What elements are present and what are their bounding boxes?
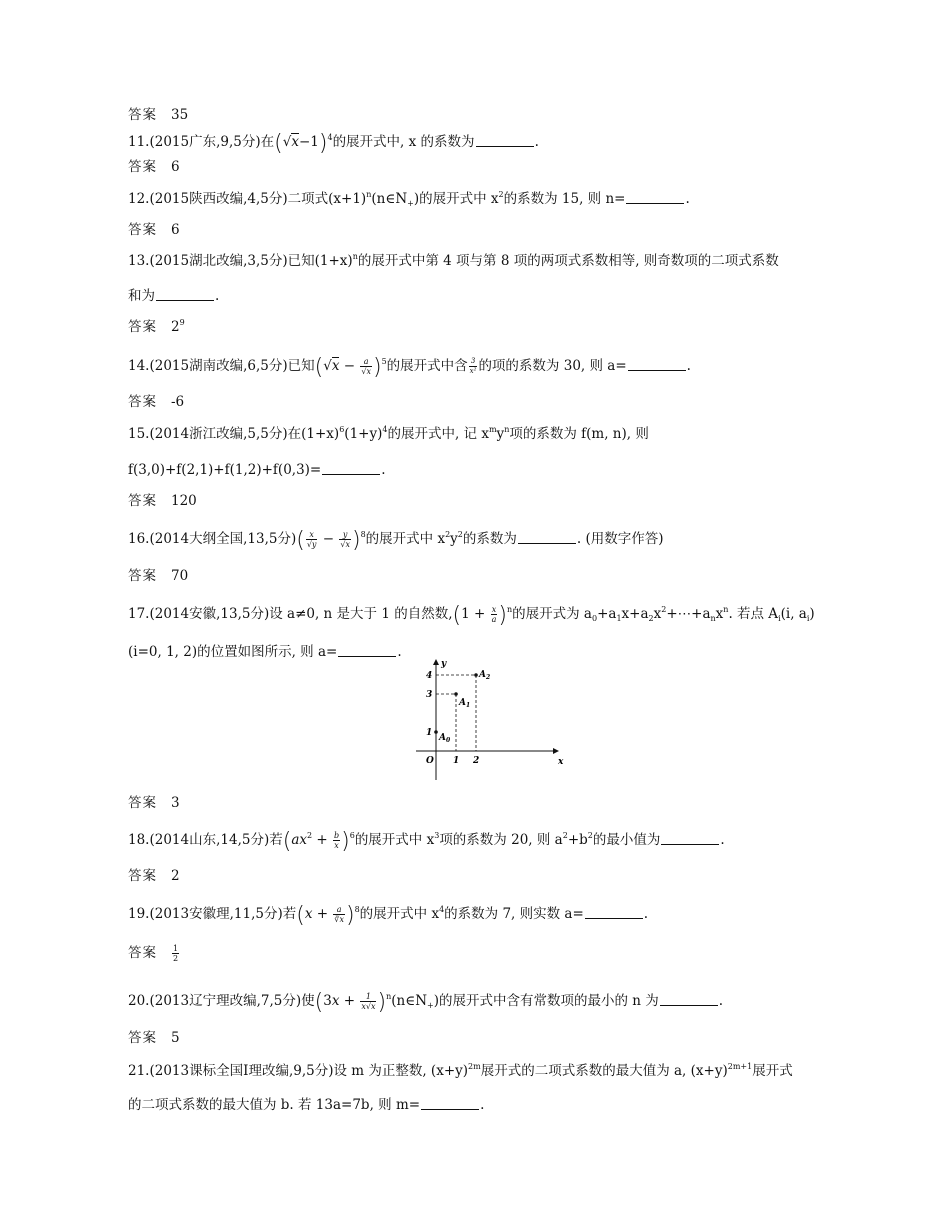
answer-line: 答案 120 (128, 493, 197, 509)
answer-blank[interactable] (626, 191, 684, 204)
question-19: 19.(2013安徽理,11,5分)若(x + $\frac{a}{∛x}$ )$^8$的展开式中 $x^4$的系数为 7, 则实数 a= . (128, 903, 649, 928)
answer-blank[interactable] (660, 993, 718, 1006)
answer-blank[interactable] (628, 358, 686, 371)
origin-label: O (426, 756, 434, 766)
answer-blank[interactable] (322, 462, 380, 475)
y-tick-label: 1 (426, 728, 433, 738)
question-17-cont: (i=0, 1, 2)的位置如图所示, 则 a= . (128, 644, 402, 660)
x-axis-label: x (558, 757, 564, 767)
question-16: 16.(2014大纲全国,13,5分)( $\frac{x}{√y}$ − $\frac{y}{√x}$ )$^8$的展开式中 $x^2y^2$的系数为 . (用数字作答) (128, 528, 664, 553)
coordinate-graph (408, 656, 568, 786)
answer-blank[interactable] (585, 906, 643, 919)
answer-label: 答案 (128, 107, 157, 123)
answer-line: 答案 2 (128, 868, 180, 884)
point-label: $A_0$ (439, 733, 451, 744)
question-15-cont: f(3,0)+f(2,1)+f(1,2)+f(0,3)= . (128, 462, 386, 478)
answer-blank[interactable] (476, 134, 534, 147)
answer-line: 答案 5 (128, 1030, 180, 1046)
question-18: 18.(2014山东,14,5分)若($ax^2$ + $\frac{b}{x}$ )$^6$的展开式中 $x^3$项的系数为 20, 则 $a^2+b^2$的最小值为 . (128, 829, 725, 854)
answer-line: 答案 70 (128, 568, 189, 584)
question-14: 14.(2015湖南改编,6,5分)已知(√x − $\frac{a}{√x}$ )$^5$的展开式中含 $\frac{3}{\text{x²}}$ 的项的系数为 30, 则 a= . (128, 355, 691, 380)
answer-blank[interactable] (518, 531, 576, 544)
answer-blank[interactable] (421, 1097, 479, 1110)
x-tick-label: 1 (453, 756, 460, 766)
answer-blank[interactable] (661, 832, 719, 845)
question-21-cont: 的二项式系数的最大值为 b. 若 13a=7b, 则 m= . (128, 1097, 485, 1113)
answer-line: 答案 6 (128, 159, 180, 175)
answer-line: 答案 6 (128, 222, 180, 238)
x-tick-label: 2 (473, 756, 480, 766)
y-tick-label: 3 (426, 690, 433, 700)
point-label: $A_1$ (459, 698, 471, 709)
y-tick-label: 4 (426, 671, 433, 681)
question-17: 17.(2014安徽,13,5分)设 a≠0, n 是大于 1 的自然数,(1 + $\frac{x}{a}$ )$^n$的展开式为 $a_0+a_1x+a_2x^2+\cdots+a_nx^n$. 若点 $A_i(i$, $a_i$) (128, 603, 815, 628)
data-point (454, 692, 458, 696)
answer-blank[interactable] (156, 288, 214, 301)
answer-line: 答案 $\frac{1}{2}$ (128, 944, 179, 963)
question-13-cont: 和为 . (128, 288, 220, 304)
question-11: 11.(2015广东,9,5分)在$(√x-1)^4$的展开式中, x 的系数为 . (128, 131, 539, 156)
data-point (474, 673, 478, 677)
answer-line (128, 106, 188, 124)
answer-line: 答案 -6 (128, 394, 185, 410)
point-label: $A_2$ (479, 670, 491, 681)
y-axis-label: y (441, 659, 447, 669)
question-21: 21.(2013课标全国Ⅰ理改编,9,5分)设 m 为正整数, $(x+y)^{2m}$展开式的二项式系数的最大值为 a, $(x+y)^{2m+1}$展开式 (128, 1062, 793, 1079)
question-13: 13.(2015湖北改编,3,5分)已知$(1+x)^n$的展开式中第 4 项与第 8 项的两项式系数相等, 则奇数项的二项式系数 (128, 252, 779, 269)
question-15: 15.(2014浙江改编,5,5分)在$(1+x)^6(1+y)^4$的展开式中, 记 $x^my^n$项的系数为 f(m, n), 则 (128, 425, 649, 442)
answer-blank[interactable] (338, 644, 396, 657)
answer-line: 答案 $2^9$ (128, 318, 185, 335)
question-20: 20.(2013辽宁理改编,7,5分)使(3x + $\frac{1}{x√x}$ )$^n(n\in N_+)$的展开式中含有常数项的最小的 n 为 . (128, 990, 724, 1015)
question-12: 12.(2015陕西改编,4,5分)二项式$(x+1)^n(n\in N_+)$的展开式中 $x^2$的系数为 15, 则 n= . (128, 190, 690, 208)
answer-value: 35 (171, 107, 189, 123)
answer-line: 答案 3 (128, 795, 180, 811)
data-point (434, 730, 438, 734)
